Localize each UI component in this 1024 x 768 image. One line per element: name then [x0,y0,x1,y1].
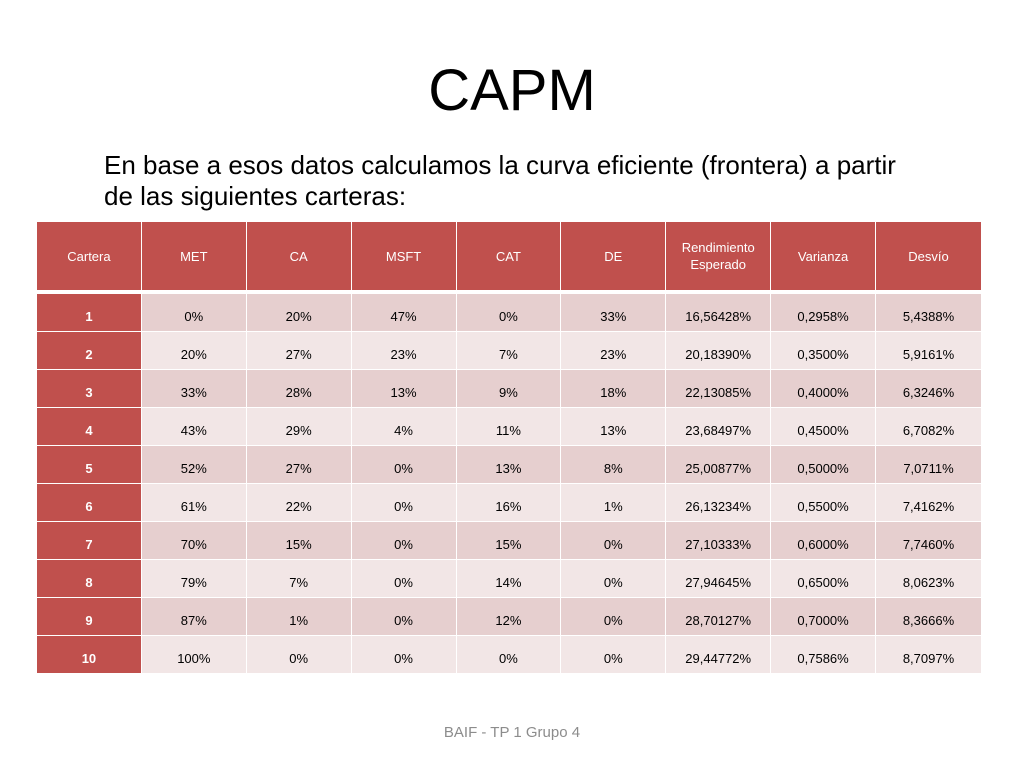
table-row [37,560,981,598]
table-cell: 11% [457,408,562,446]
table-cell: 27% [247,332,352,370]
column-header: MET [142,222,247,294]
table-cell: 6,7082% [876,408,981,446]
table-cell: 23,68497% [666,408,771,446]
table-cell: 1% [561,484,666,522]
column-header: Varianza [771,222,876,294]
table-cell: 7% [247,560,352,598]
table-cell: 16% [457,484,562,522]
column-header: Desvío [876,222,981,294]
table-cell: 79% [142,560,247,598]
table-cell: 0% [561,598,666,636]
table-cell: 0% [352,522,457,560]
table-cell: 8% [561,446,666,484]
table-cell: 27% [247,446,352,484]
table-cell: 87% [142,598,247,636]
table-row [37,294,981,332]
table-cell: 0% [457,636,562,674]
table-cell: 5,4388% [876,294,981,332]
row-header-cell: 4 [37,408,142,446]
table-cell: 33% [561,294,666,332]
table-cell: 0,2958% [771,294,876,332]
table-cell: 29% [247,408,352,446]
table-cell: 70% [142,522,247,560]
table-cell: 14% [457,560,562,598]
table-cell: 0% [247,636,352,674]
table-cell: 0% [457,294,562,332]
table-row [37,484,981,522]
slide-title: CAPM [428,58,596,123]
table-cell: 52% [142,446,247,484]
table-cell: 7,7460% [876,522,981,560]
column-header: DE [561,222,666,294]
table-cell: 0,5500% [771,484,876,522]
table-cell: 0% [561,560,666,598]
table-cell: 25,00877% [666,446,771,484]
table-cell: 4% [352,408,457,446]
table-row [37,332,981,370]
table-cell: 7,4162% [876,484,981,522]
table-cell: 26,13234% [666,484,771,522]
table-row [37,522,981,560]
table-row [37,446,981,484]
table-cell: 1% [247,598,352,636]
table-cell: 12% [457,598,562,636]
row-header-cell: 1 [37,294,142,332]
column-header: CAT [457,222,562,294]
column-header: Rendimiento Esperado [666,222,771,294]
column-header: MSFT [352,222,457,294]
table-cell: 15% [457,522,562,560]
table-cell: 8,0623% [876,560,981,598]
table-cell: 43% [142,408,247,446]
table-cell: 23% [352,332,457,370]
portfolio-table [37,222,981,674]
table-cell: 27,94645% [666,560,771,598]
table-cell: 0,6000% [771,522,876,560]
table-body [37,294,981,674]
table-cell: 0% [352,636,457,674]
table-cell: 0% [352,446,457,484]
table-cell: 7% [457,332,562,370]
table-cell: 15% [247,522,352,560]
table-cell: 13% [352,370,457,408]
table-cell: 33% [142,370,247,408]
table-cell: 8,7097% [876,636,981,674]
table-cell: 61% [142,484,247,522]
table-cell: 28% [247,370,352,408]
table-cell: 27,10333% [666,522,771,560]
table-cell: 29,44772% [666,636,771,674]
row-header-cell: 9 [37,598,142,636]
column-header: CA [247,222,352,294]
table-cell: 0% [561,522,666,560]
table-cell: 47% [352,294,457,332]
table-cell: 0% [142,294,247,332]
row-header-cell: 3 [37,370,142,408]
table-cell: 20% [142,332,247,370]
table-cell: 9% [457,370,562,408]
table-cell: 23% [561,332,666,370]
table-cell: 0,3500% [771,332,876,370]
table-cell: 16,56428% [666,294,771,332]
slide-footer: BAIF - TP 1 Grupo 4 [443,724,581,741]
table-cell: 20% [247,294,352,332]
table-row [37,598,981,636]
table-cell: 13% [561,408,666,446]
table-cell: 7,0711% [876,446,981,484]
row-header-cell: 5 [37,446,142,484]
table-cell: 5,9161% [876,332,981,370]
table-cell: 0,4000% [771,370,876,408]
row-header-cell: 6 [37,484,142,522]
table-cell: 28,70127% [666,598,771,636]
table-cell: 0,5000% [771,446,876,484]
table-cell: 8,3666% [876,598,981,636]
row-header-cell: 8 [37,560,142,598]
table-row [37,636,981,674]
table-cell: 0% [352,560,457,598]
table-cell: 0,6500% [771,560,876,598]
row-header-cell: 7 [37,522,142,560]
table-cell: 0,4500% [771,408,876,446]
table-header-row [37,222,981,294]
table-cell: 0% [561,636,666,674]
table-cell: 0% [352,598,457,636]
table-cell: 0,7000% [771,598,876,636]
slide-subtitle: En base a esos datos calculamos la curva eficiente (frontera) a partir de las siguientes carteras: [104,150,896,211]
column-header: Cartera [37,222,142,294]
table-cell: 20,18390% [666,332,771,370]
table-cell: 22,13085% [666,370,771,408]
table-cell: 6,3246% [876,370,981,408]
table-cell: 100% [142,636,247,674]
table-cell: 0,7586% [771,636,876,674]
table-cell: 13% [457,446,562,484]
table-cell: 22% [247,484,352,522]
table-row [37,408,981,446]
table-row [37,370,981,408]
table-cell: 0% [352,484,457,522]
row-header-cell: 2 [37,332,142,370]
row-header-cell: 10 [37,636,142,674]
table-cell: 18% [561,370,666,408]
